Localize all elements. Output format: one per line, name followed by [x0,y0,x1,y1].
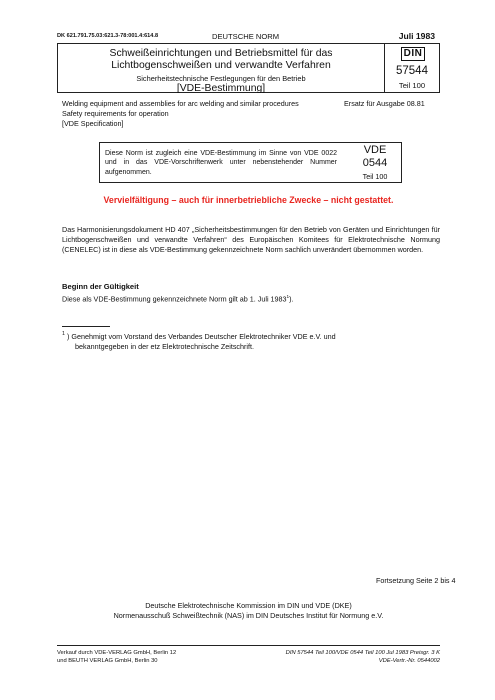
english-title-line-3: [VDE Specification] [62,119,124,128]
reference-line-1: DIN 57544 Teil 100/VDE 0544 Teil 100 Jul 1983 Preisgr. 3 K [285,650,440,656]
issue-date: Juli 1983 [398,31,435,41]
din-number: 57544 [396,65,428,77]
english-title-line-1: Welding equipment and assemblies for arc welding and similar procedures [62,99,299,108]
footer-rule [57,645,440,646]
document-type: DEUTSCHE NORM [212,32,280,41]
vde-part: Teil 100 [362,172,388,181]
reference-line-2: VDE-Vertr.-Nr. 0544002 [378,658,440,664]
validity-end: ). [289,294,294,304]
copy-warning: Vervielfältigung – auch für innerbetriebliche Zwecke – nicht gestattet. [103,195,394,205]
validity-text [62,294,294,303]
validity-sentence: Diese als VDE-Bestimmung gekennzeichnete Norm gilt ab 1. Juli 1983 [62,294,287,304]
title-line-1: Schweißeinrichtungen und Betriebsmittel für das [109,48,333,59]
vde-box [99,142,402,183]
publisher-line-2: und BEUTH VERLAG GmbH, Berlin 30 [57,658,158,664]
subtitle: Sicherheitstechnische Festlegungen für den Betrieb [136,74,306,83]
footnote-reference: 1 [286,294,290,299]
commission-line-1: Deutsche Elektrotechnische Kommission im DIN und VDE (DKE) [145,601,352,610]
commission-line-2: Normenausschuß Schweißtechnik (NAS) im DIN Deutsches Institut für Normung e.V. [113,611,384,620]
continuation-note: Fortsetzung Seite 2 bis 4 [376,576,456,585]
din-number-block [385,44,439,92]
harmonization-paragraph: Das Harmonisierungsdokument HD 407 „Sicherheitsbestimmungen für den Betrieb von Geräten und Einrichtungen für Lichtbogenschweißen und verwandte Verfahren“ des Europäischen Komitees für Elektrotechnische Normung (CENELEC) ist in diese als VDE-Bestimmung gekennzeichnete Norm sachlich unverändert übernommen worden. [62,225,440,255]
vde-specification-label: [VDE-Bestimmung] [176,83,266,94]
title-line-2: Lichtbogenschweißen und verwandte Verfahren [111,60,331,71]
title-block [57,43,440,93]
publisher-line-1: Verkauf durch VDE-VERLAG GmbH, Berlin 12 [57,650,177,656]
footnote-text [67,332,395,352]
supersedes-note: Ersatz für Ausgabe 08.81 [344,99,425,108]
vde-box-text: Diese Norm ist zugleich eine VDE-Bestimmung im Sinne von VDE 0022 und in das VDE-Vorschriftenwerk unter nebenstehender Nummer aufgenommen. [105,150,337,176]
vde-number: 0544 [362,157,388,169]
vde-label: VDE [363,144,387,156]
dk-classification: DK 621.791.75.03:621.3-78:001.4:614.8 [57,33,159,39]
footnote-marker: 1 [62,331,65,337]
english-title-line-2: Safety requirements for operation [62,109,169,118]
din-logo: DIN [401,47,425,61]
validity-heading: Beginn der Gültigkeit [62,282,139,291]
footnote-separator [62,326,110,327]
din-part: Teil 100 [398,81,426,90]
footnote-line-2: bekanntgegeben in der etz Elektrotechnische Zeitschrift. [75,342,254,351]
footnote-line-1: ) Genehmigt vom Vorstand des Verbandes Deutscher Elektrotechniker VDE e.V. und [67,332,336,341]
